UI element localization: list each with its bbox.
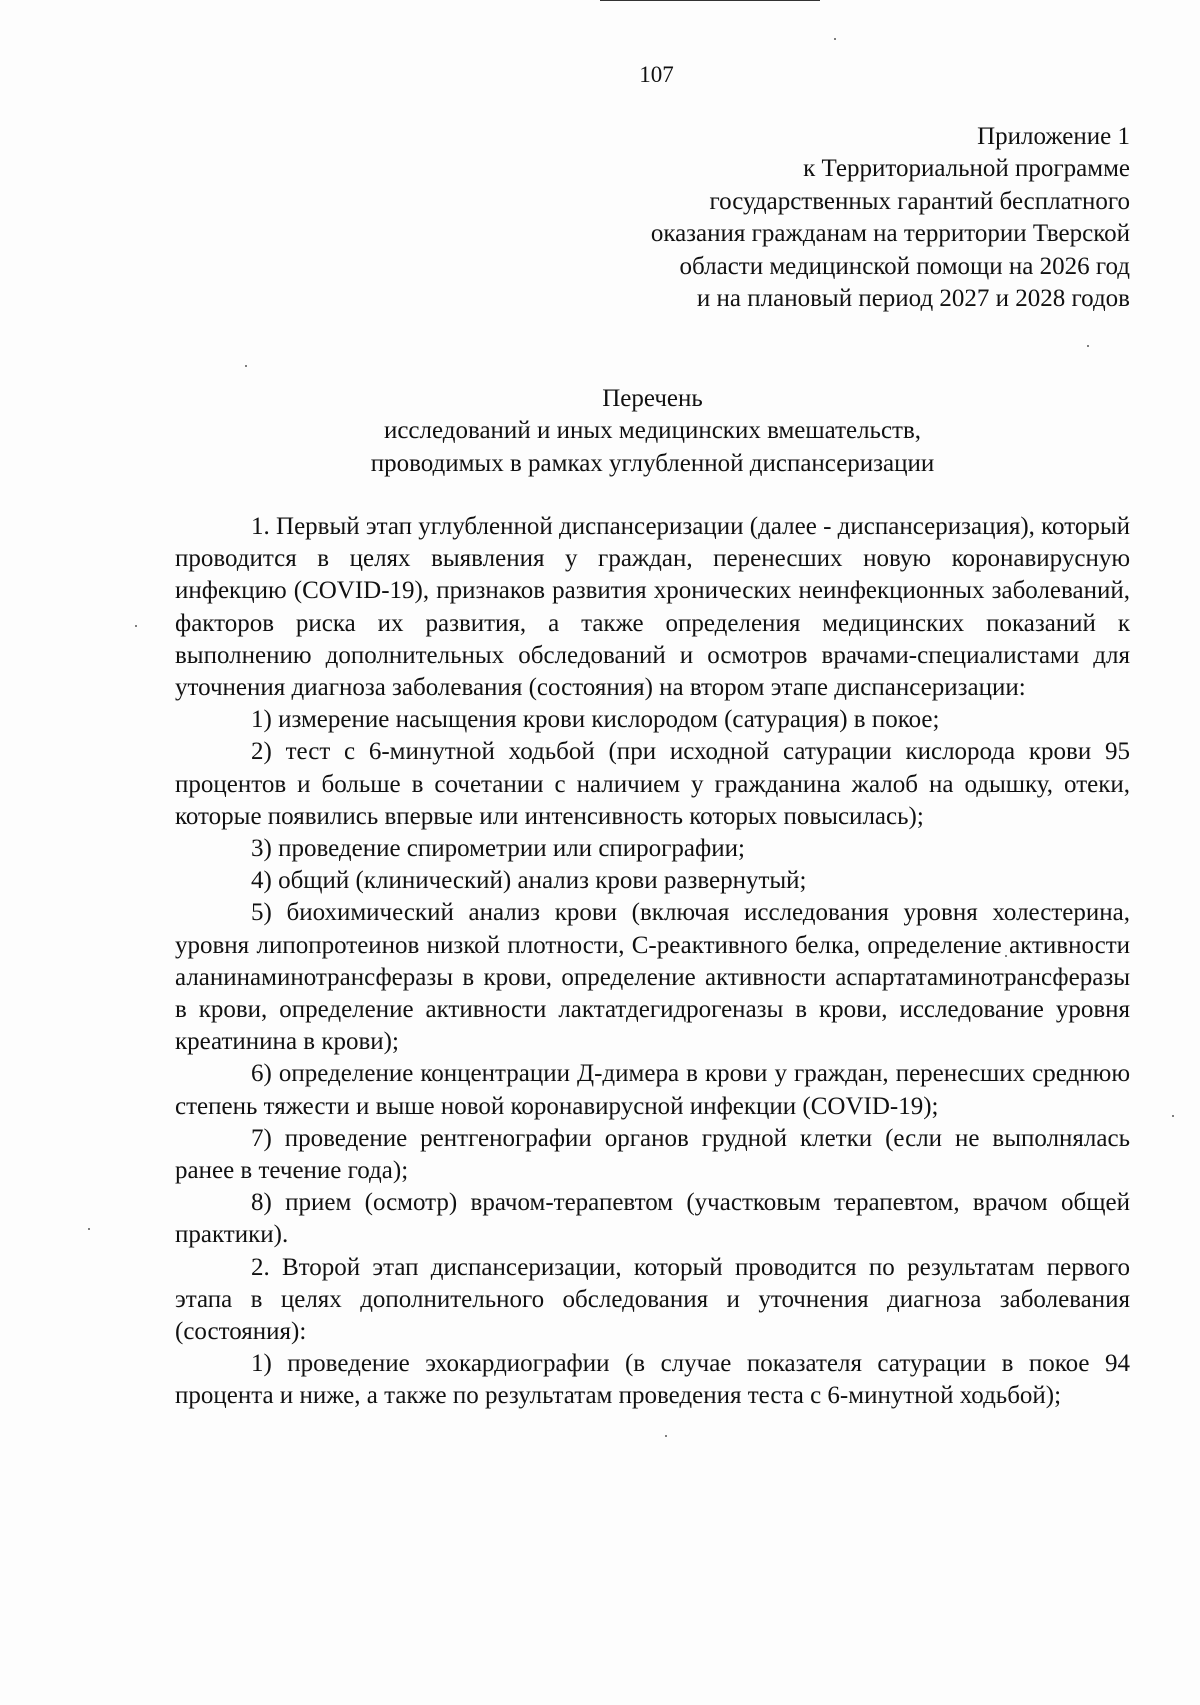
title-line: Перечень xyxy=(602,385,703,412)
scan-speck xyxy=(834,38,836,40)
title-line: проводимых в рамках углубленной диспансеризации xyxy=(370,449,935,477)
appendix-line: и на плановый период 2027 и 2028 годов xyxy=(696,285,1130,313)
scan-speck xyxy=(88,1228,90,1230)
list-item: 4) общий (клинический) анализ крови развернутый; xyxy=(251,867,807,895)
list-item: 6) определение концентрации Д-димера в крови у граждан, перенесших среднюю степень тяжести и выше новой коронавирусной инфекции (COVID-19); xyxy=(175,1060,1130,1120)
title-line: исследований и иных медицинских вмешательств, xyxy=(383,417,922,445)
appendix-line: государственных гарантий бесплатного xyxy=(709,187,1130,215)
document-title xyxy=(175,383,1130,480)
scan-speck xyxy=(245,365,247,367)
appendix-line: области медицинской помощи на 2026 год xyxy=(679,252,1130,280)
list-item: 3) проведение спирометрии или спирографии; xyxy=(251,835,745,863)
list-item: 1) проведение эхокардиографии (в случае показателя сатурации в покое 94 процента и ниже, а также по результатам проведения теста с 6-минутной ходьбой); xyxy=(175,1350,1130,1410)
scan-speck xyxy=(665,1435,667,1437)
list-item: 2) тест с 6-минутной ходьбой (при исходной сатурации кислорода крови 95 процентов и больше в сочетании с наличием у гражданина жалоб на одышку, отеки, которые появились впервые или интенсивность которых повысилась); xyxy=(175,738,1130,830)
page-number: 107 xyxy=(639,62,674,87)
list-item: 7) проведение рентгенографии органов грудной клетки (если не выполнялась ранее в течение года); xyxy=(175,1124,1130,1185)
scan-edge-top xyxy=(600,0,820,1)
list-item: 1) измерение насыщения крови кислородом (сатурация) в покое; xyxy=(251,706,940,734)
scan-speck xyxy=(1087,345,1089,347)
appendix-line: к Территориальной программе xyxy=(803,155,1130,183)
appendix-header xyxy=(510,121,1130,315)
list-item: 8) прием (осмотр) врачом-терапевтом (участковым терапевтом, врачом общей практики). xyxy=(175,1189,1130,1249)
appendix-line: Приложение 1 xyxy=(977,123,1130,150)
section-1-intro: 1. Первый этап углубленной диспансеризации (далее - диспансеризация), который проводится в целях выявления у граждан, перенесших новую коронавирусную инфекцию (COVID-19), признаков развития хронических неинфекционных заболеваний, факторов риска их развития, а также определения медицинских показаний к выполнению дополнительных обследований и осмотров врачами-специалистами для уточнения диагноза заболевания (состояния) на втором этапе диспансеризации: xyxy=(175,513,1130,702)
document-body xyxy=(175,511,1130,1413)
appendix-line: оказания гражданам на территории Тверской xyxy=(650,220,1130,248)
section-2-intro: 2. Второй этап диспансеризации, который проводится по результатам первого этапа в целях дополнительного обследования и уточнения диагноза заболевания (состояния): xyxy=(175,1253,1130,1346)
scan-speck xyxy=(135,625,137,627)
scan-speck xyxy=(1172,1115,1174,1117)
list-item: 5) биохимический анализ крови (включая исследования уровня холестерина, уровня липопротеинов низкой плотности, С-реактивного белка, определение активности аланинаминотрансферазы в крови, определение активности аспартатаминотрансферазы в крови, определение активности лактатдегидрогеназы в крови, исследование уровня креатинина в крови); xyxy=(175,899,1130,1056)
